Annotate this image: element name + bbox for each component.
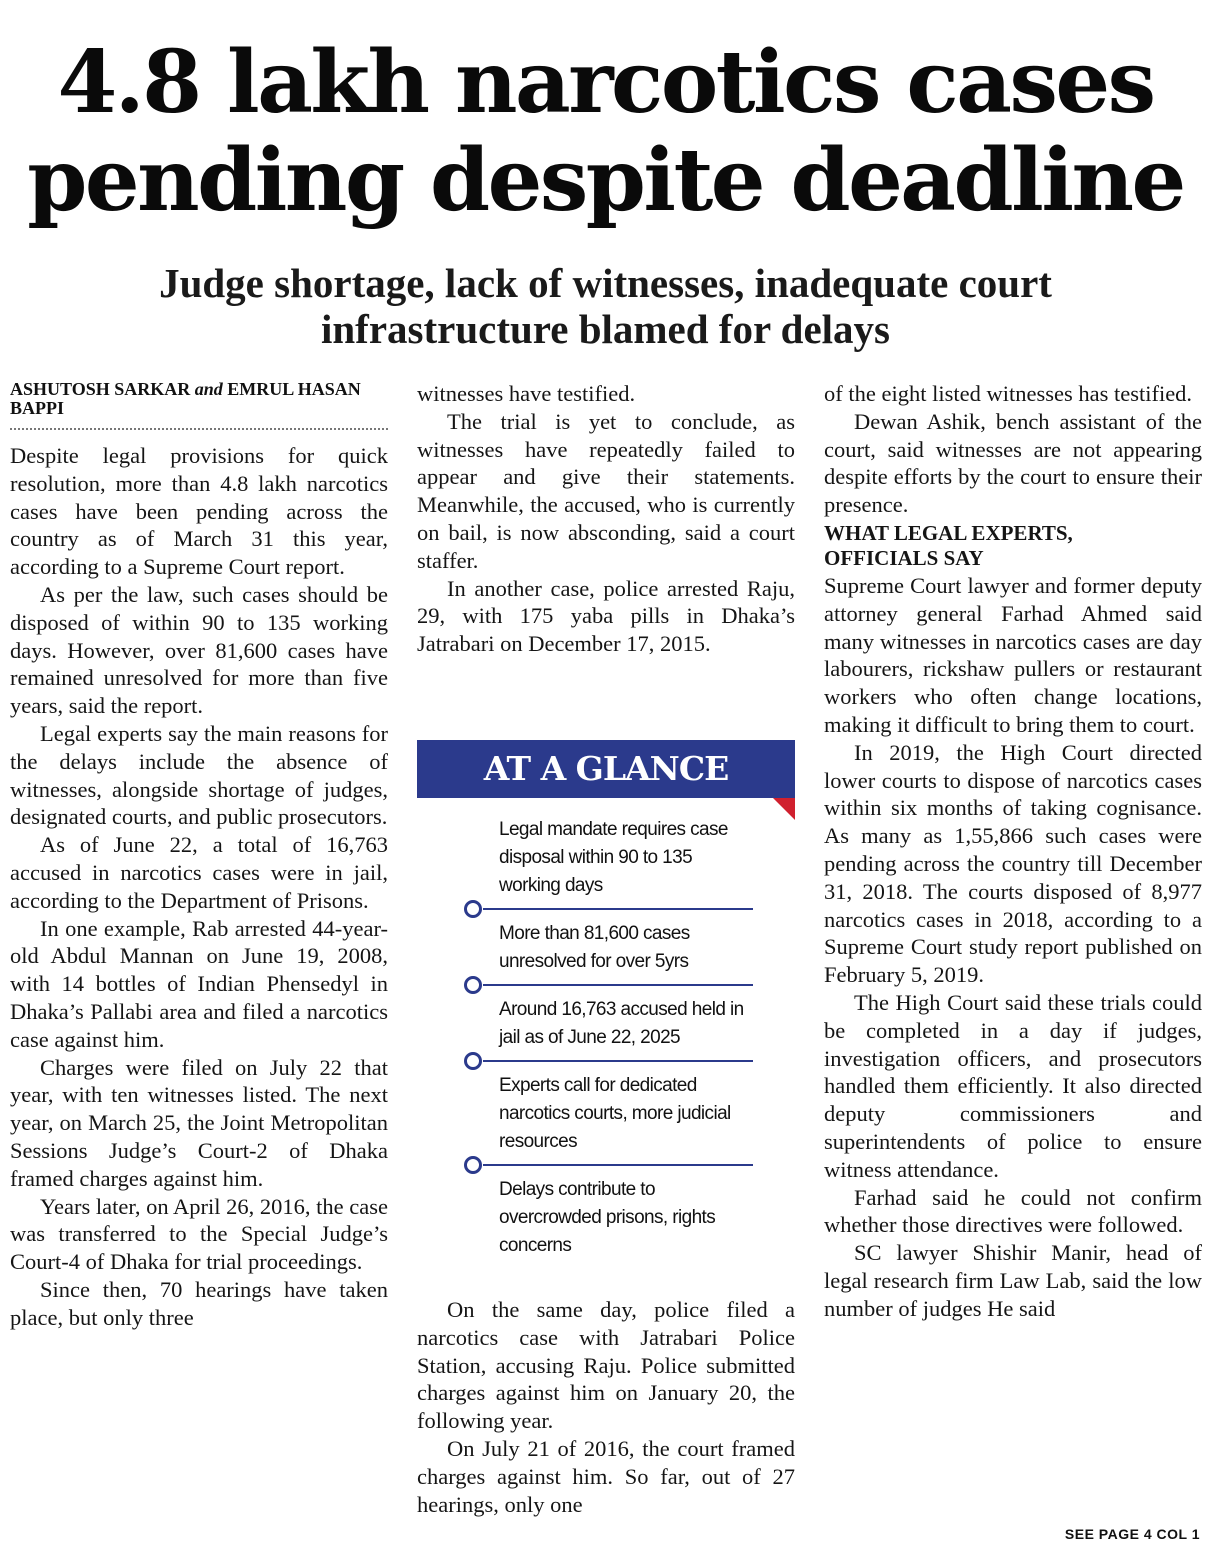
- at-a-glance-box: [417, 740, 795, 1300]
- byline-author-1: ASHUTOSH SARKAR: [10, 379, 191, 399]
- glance-title: AT A GLANCE: [417, 740, 795, 798]
- column-3: [824, 380, 1202, 1323]
- paragraph: As per the law, such cases should be disposed of within 90 to 135 working days. However, over 81,600 cases have remained unresolved for more than five years, said the report.: [10, 581, 388, 719]
- bullet-circle-icon: [464, 1156, 482, 1174]
- paragraph: In 2019, the High Court directed lower courts to dispose of narcotics cases within six months of taking cognisance. As many as 1,55,866 such cases were pending across the country till December 31, 2018. The courts disposed of 8,977 narcotics cases in 2018, according to a Supreme Court study report published on February 5, 2019.: [824, 739, 1202, 988]
- paragraph: of the eight listed witnesses has testified.: [824, 381, 1193, 406]
- glance-item: [483, 910, 753, 986]
- section-subhead: [824, 521, 1202, 571]
- glance-item-text: Delays contribute to overcrowded prisons, rights concerns: [499, 1179, 716, 1256]
- glance-item-text: Experts call for dedicated narcotics courts, more judicial resources: [499, 1075, 731, 1152]
- glance-item-text: More than 81,600 cases unresolved for over 5yrs: [499, 923, 690, 972]
- paragraph: witnesses have testified.: [417, 381, 636, 406]
- paragraph: Dewan Ashik, bench assistant of the court, said witnesses are not appearing despite efforts by the court to ensure their presence.: [824, 408, 1202, 518]
- subheadline-deck: [0, 260, 1211, 352]
- paragraph: On the same day, police filed a narcotics case with Jatrabari Police Station, accusing Raju. Police submitted charges against him on January 20, the following year.: [417, 1297, 795, 1434]
- bullet-circle-icon: [464, 1052, 482, 1070]
- paragraph: In another case, police arrested Raju, 29, with 175 yaba pills in Dhaka’s Jatrabari on December 17, 2015.: [417, 575, 795, 657]
- paragraph: Farhad said he could not confirm whether those directives were followed.: [824, 1184, 1202, 1238]
- column-2-bottom: [417, 1296, 795, 1518]
- paragraph: On July 21 of 2016, the court framed charges against him. So far, out of 27 hearings, only one: [417, 1435, 795, 1517]
- glance-item: [483, 986, 753, 1062]
- column-1: [10, 380, 388, 1332]
- paragraph: Supreme Court lawyer and former deputy attorney general Farhad Ahmed said many witnesses in narcotics cases are day labourers, rickshaw pullers or restaurant workers who often change locations, making it difficult to bring them to court.: [824, 572, 1202, 737]
- byline-author-2: EMRUL HASAN BAPPI: [10, 379, 361, 418]
- paragraph: The trial is yet to conclude, as witnesses have repeatedly failed to appear and give their statements. Meanwhile, the accused, who is currently on bail, is now absconding, said a court staffer.: [417, 408, 795, 573]
- glance-item-text: Legal mandate requires case disposal within 90 to 135 working days: [499, 819, 728, 896]
- glance-item: [483, 816, 753, 910]
- bullet-circle-icon: [464, 900, 482, 918]
- headline: [0, 34, 1211, 230]
- continued-jump-line: SEE PAGE 4 COL 1: [1064, 1526, 1200, 1542]
- deck-line-1: Judge shortage, lack of witnesses, inadequate court: [159, 260, 1052, 306]
- paragraph: As of June 22, a total of 16,763 accused in narcotics cases were in jail, according to the Department of Prisons.: [10, 832, 388, 913]
- paragraph: Since then, 70 hearings have taken place, but only three: [10, 1276, 388, 1330]
- byline-joiner: and: [194, 379, 223, 399]
- byline: [10, 380, 388, 430]
- glance-item: [483, 1062, 753, 1166]
- paragraph: Years later, on April 26, 2016, the case was transferred to the Special Judge’s Court-4 of Dhaka for trial proceedings.: [10, 1193, 388, 1275]
- column-2-top: [417, 380, 795, 658]
- deck-line-2: infrastructure blamed for delays: [320, 306, 890, 352]
- paragraph: The High Court said these trials could be completed in a day if judges, investigation officers, and prosecutors handled them efficiently. It also directed deputy commissioners and superintendents of police to ensure witness attendance.: [824, 989, 1202, 1182]
- subhead-line-1: WHAT LEGAL EXPERTS,: [824, 520, 1073, 545]
- paragraph: Despite legal provisions for quick resolution, more than 4.8 lakh narcotics cases have been pending across the country as of March 31 this year, according to a Supreme Court report.: [10, 443, 388, 580]
- paragraph: In one example, Rab arrested 44-year-old Abdul Mannan on June 19, 2008, with 14 bottles of Indian Phensedyl in Dhaka’s Pallabi area and filed a narcotics case against him.: [10, 915, 388, 1052]
- headline-line-1: 4.8 lakh narcotics cases: [57, 32, 1154, 133]
- headline-line-2: pending despite deadline: [27, 130, 1184, 231]
- glance-item-text: Around 16,763 accused held in jail as of June 22, 2025: [499, 999, 744, 1048]
- subhead-line-2: OFFICIALS SAY: [824, 545, 984, 570]
- glance-item: [483, 1166, 753, 1270]
- paragraph: SC lawyer Shishir Manir, head of legal research firm Law Lab, said the low number of judges He said: [824, 1240, 1202, 1321]
- bullet-circle-icon: [464, 976, 482, 994]
- glance-list: [483, 816, 753, 1270]
- corner-accent-icon: [773, 798, 795, 820]
- paragraph: Legal experts say the main reasons for the delays include the absence of witnesses, alongside shortage of judges, designated courts, and public prosecutors.: [10, 720, 388, 830]
- paragraph: Charges were filed on July 22 that year, with ten witnesses listed. The next year, on March 25, the Joint Metropolitan Sessions Judge’s Court-2 of Dhaka framed charges against him.: [10, 1054, 388, 1191]
